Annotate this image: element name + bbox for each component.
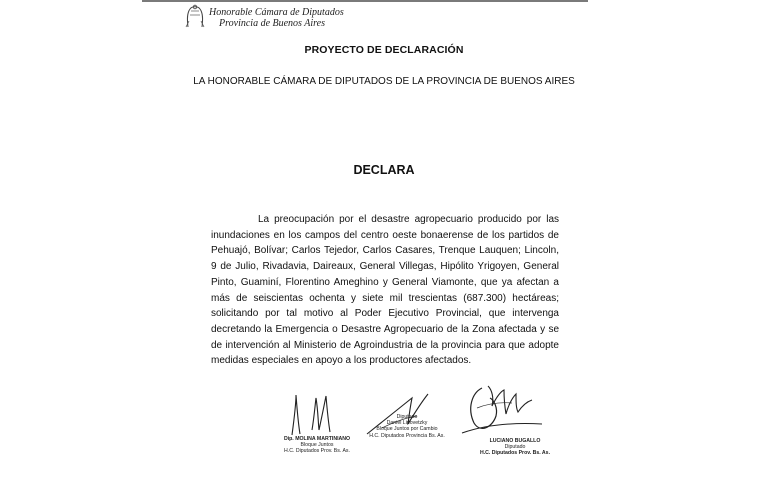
signature-1-line3: H.C. Diputados Prov. Bs. As.: [284, 448, 350, 455]
document-title: PROYECTO DE DECLARACIÓN: [304, 44, 464, 56]
signature-3-name: LUCIANO BUGALLO: [489, 438, 541, 444]
signature-2-line4: H.C. Diputados Provincia Bs. As.: [369, 432, 445, 439]
signature-2-text: [352, 414, 462, 439]
signature-2-line3: Bloque Juntos por Cambio: [376, 426, 438, 433]
declaration-body: La preocupación por el desastre agropecuario producido por las inundaciones en los campos del centro oeste bonaerense de los partidos de Pehuajó, Bolívar; Carlos Tejedor, Carlos Casares, Trenque Lauquen; Lincoln, 9 de Julio, Rivadavia, Daireaux, General Villegas, Hipólito Yrigoyen, General Pinto, Guaminí, Florentino Ameghino y General Viamonte, que ya afectan a más de seiscientas ochenta y siete mil trescientas (687.300) hectáreas; solicitando por tal motivo al Poder Ejecutivo Provincial, que intervenga decretando la Emergencia o Desastre Agropecuario de la Zona afectada y se de intervención al Ministerio de Agroindustria de la provincia para que adopte medidas especiales en apoyo a los productores afectados.: [211, 214, 559, 367]
signature-3-text: [470, 438, 560, 457]
signature-3-line2: Diputado: [504, 444, 526, 451]
signature-3-line3: H.C. Diputados Prov. Bs. As.: [479, 450, 551, 457]
page-top-edge: [142, 0, 588, 2]
declaration-heading: DECLARA: [353, 163, 415, 177]
signature-1-text: [272, 436, 362, 455]
signature-1-scribble: [282, 390, 342, 440]
institution-name: [209, 7, 344, 29]
institution-line-2: Provincia de Buenos Aires: [219, 18, 325, 29]
signature-2-line2: Daniel Lipovetzky: [386, 420, 428, 427]
document-subtitle: LA HONORABLE CÁMARA DE DIPUTADOS DE LA PROVINCIA DE BUENOS AIRES: [193, 76, 575, 87]
institution-line-1: Honorable Cámara de Diputados: [209, 7, 344, 18]
signature-1-line2: Bloque Juntos: [300, 442, 334, 449]
signature-1-name: Dip. MOLINA MARTINIANO: [283, 436, 351, 442]
coat-of-arms-icon: [184, 3, 206, 28]
signature-2-name: Diputado: [396, 414, 418, 420]
